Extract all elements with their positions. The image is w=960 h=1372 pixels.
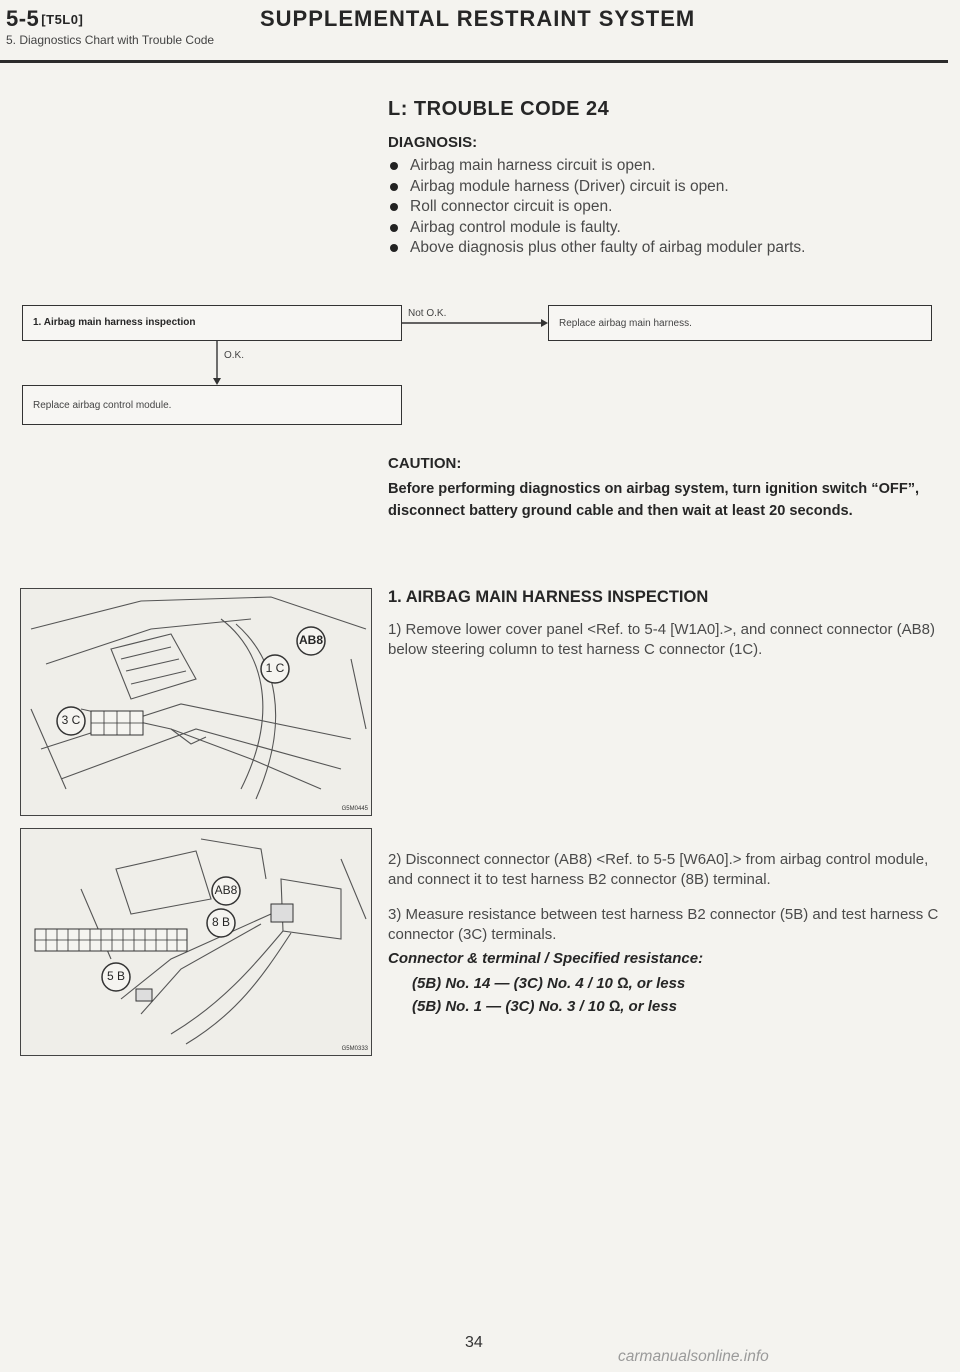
- flow-action-replace-module: Replace airbag control module.: [22, 385, 402, 425]
- watermark-text: carmanualsonline.info: [618, 1348, 769, 1365]
- flow-arrow-not-ok: [541, 319, 548, 327]
- diagnosis-item: Airbag main harness circuit is open.: [388, 156, 938, 177]
- spec-heading: Connector & terminal / Specified resistance:: [388, 950, 704, 967]
- section-code: [T5L0]: [41, 12, 84, 27]
- page-subtitle: 5. Diagnostics Chart with Trouble Code: [6, 33, 215, 47]
- flow-connectors: [0, 0, 960, 440]
- label-8b: 8 B: [211, 915, 230, 929]
- flow-action-replace-harness: Replace airbag main harness.: [548, 305, 932, 341]
- figure-connector-1c: [20, 588, 372, 816]
- inspection-step-2: 2) Disconnect connector (AB8) <Ref. to 5-5 [W6A0].> from airbag control module, and connect it to test harness B2 connector (8B) terminal.: [388, 851, 929, 888]
- label-ab8: AB8: [214, 883, 238, 897]
- label-5b: 5 B: [106, 969, 125, 983]
- diagnosis-item: Above diagnosis plus other faulty of airbag moduler parts.: [388, 238, 938, 259]
- inspection-step-1: 1) Remove lower cover panel <Ref. to 5-4 [W1A0].>, and connect connector (AB8) below steering column to test harness C connector (1C).: [388, 621, 935, 658]
- section-title: L: TROUBLE CODE 24: [388, 98, 610, 120]
- spec-value: (5B) No. 14 — (3C) No. 4 / 10 Ω, or less: [412, 975, 686, 992]
- spec-value: (5B) No. 1 — (3C) No. 3 / 10 Ω, or less: [412, 998, 677, 1015]
- caution-text: Before performing diagnostics on airbag system, turn ignition switch “OFF”, disconnect battery ground cable and then wait at least 20 seconds.: [388, 481, 920, 519]
- figure-connector-5b: [20, 828, 372, 1056]
- flow-arrow-ok: [213, 378, 221, 385]
- page-title: SUPPLEMENTAL RESTRAINT SYSTEM: [260, 6, 696, 31]
- inspection-step-3: 3) Measure resistance between test harness B2 connector (5B) and test harness C connector (3C) terminals.: [388, 906, 939, 943]
- page-number: 34: [465, 1334, 483, 1351]
- plug-shape: [136, 989, 152, 1001]
- figure-code: G5M0333: [341, 1046, 368, 1052]
- section-number: 5-5 [T5L0]: [6, 6, 84, 31]
- figure-2-illustration: [21, 829, 372, 1056]
- label-3c: 3 C: [61, 713, 81, 727]
- flow-step-inspection: 1. Airbag main harness inspection: [22, 305, 402, 341]
- diagnosis-heading: DIAGNOSIS:: [388, 134, 478, 151]
- flow-label-ok: O.K.: [224, 350, 245, 361]
- diagnosis-item: Roll connector circuit is open.: [388, 197, 938, 218]
- diagnosis-item: Airbag module harness (Driver) circuit is open.: [388, 177, 938, 198]
- caution-heading: CAUTION:: [388, 455, 462, 472]
- label-1c: 1 C: [265, 661, 285, 675]
- flow-label-not-ok: Not O.K.: [408, 308, 447, 319]
- connector-8b-shape: [271, 904, 293, 922]
- figure-code: G5M0445: [341, 806, 368, 812]
- label-ab8: AB8: [299, 633, 324, 647]
- inspection-title: 1. AIRBAG MAIN HARNESS INSPECTION: [388, 588, 709, 606]
- figure-1-illustration: [21, 589, 372, 816]
- diagnosis-item: Airbag control module is faulty.: [388, 218, 938, 239]
